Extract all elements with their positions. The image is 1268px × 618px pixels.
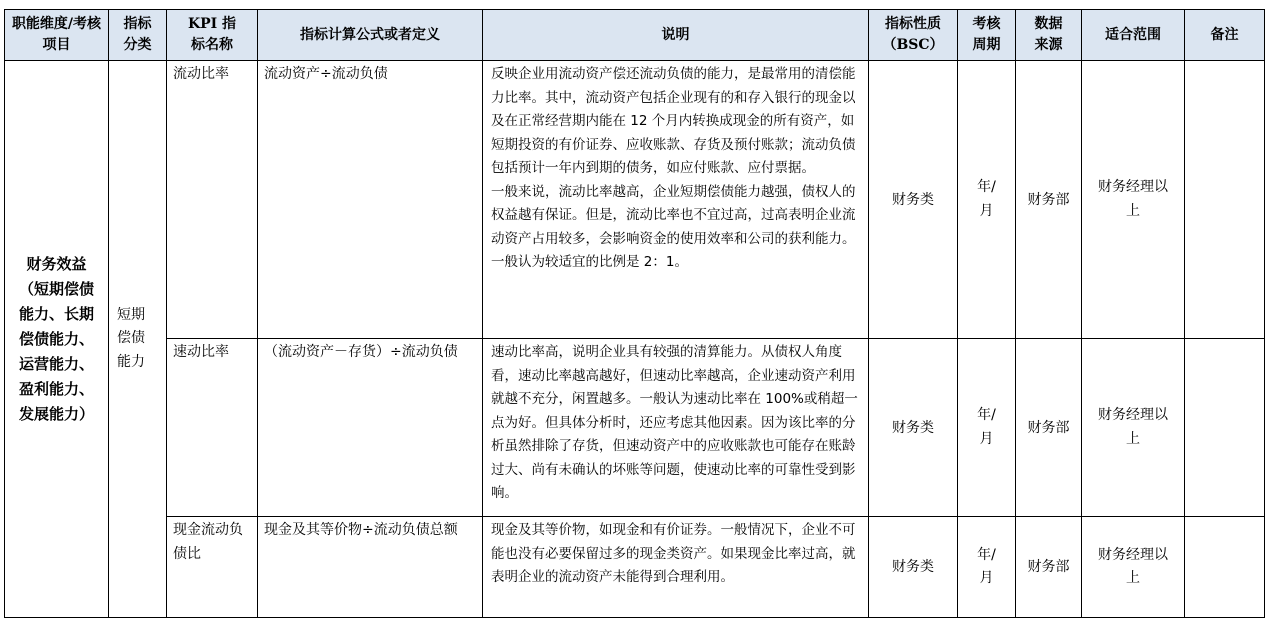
header-remark: 备注 [1185,10,1265,61]
header-scope: 适合范围 [1082,10,1185,61]
kpi-name-cell: 流动比率 [167,61,258,339]
table-row [5,517,1265,618]
scope-cell: 财务经理以上 [1082,61,1185,339]
bsc-cell: 财务类 [869,339,958,517]
header-period: 考核周期 [958,10,1016,61]
source-cell: 财务部 [1016,339,1082,517]
category-cell: 短期偿债能力 [109,61,167,618]
kpi-name-cell: 速动比率 [167,339,258,517]
formula-cell: （流动资产－存货）÷流动负债 [258,339,483,517]
source-cell: 财务部 [1016,61,1082,339]
table-row [5,339,1265,517]
header-formula: 指标计算公式或者定义 [258,10,483,61]
formula-cell: 现金及其等价物÷流动负债总额 [258,517,483,618]
dimension-cell: 财务效益（短期偿债能力、长期偿债能力、运营能力、盈利能力、发展能力） [5,61,109,618]
description-cell: 速动比率高，说明企业具有较强的清算能力。从债权人角度看，速动比率越高越好，但速动比率越高，企业速动资产利用就越不充分，闲置越多。一般认为速动比率在 100%或稍超一点为好。但具体分析时，还应考虑其他因素。因为该比率的分析虽然排除了存货，但速动资产中的应收账款也可能存在账龄过大、尚有未确认的坏账等问题，使速动比率的可靠性受到影响。 [483,339,869,517]
remark-cell [1185,61,1265,339]
formula-cell: 流动资产÷流动负债 [258,61,483,339]
remark-cell [1185,517,1265,618]
kpi-name-cell: 现金流动负债比 [167,517,258,618]
source-cell: 财务部 [1016,517,1082,618]
period-cell: 年/月 [958,61,1016,339]
period-cell: 年/月 [958,517,1016,618]
header-source: 数据来源 [1016,10,1082,61]
scope-cell: 财务经理以上 [1082,517,1185,618]
bsc-cell: 财务类 [869,517,958,618]
kpi-table [4,9,1265,618]
header-row [5,10,1265,61]
description-cell: 现金及其等价物，如现金和有价证券。一般情况下，企业不可能也没有必要保留过多的现金类资产。如果现金比率过高，就表明企业的流动资产未能得到合理利用。 [483,517,869,618]
header-description: 说明 [483,10,869,61]
header-dimension: 职能维度/考核项目 [5,10,109,61]
description-cell [483,61,869,339]
scope-cell: 财务经理以上 [1082,339,1185,517]
header-category: 指标分类 [109,10,167,61]
period-cell: 年/月 [958,339,1016,517]
table-row [5,61,1265,339]
remark-cell [1185,339,1265,517]
header-kpi-name: KPI 指标名称 [167,10,258,61]
description-text: 反映企业用流动资产偿还流动负债的能力，是最常用的清偿能力比率。其中，流动资产包括企业现有的和存入银行的现金以及在正常经营期内能在 12 个月内转换成现金的所有资产，如短期投资的有价证券、应收账款、存货及预付账款；流动负债包括预计一年内到期的债务，如应付账款、应付票据。 一般来说，流动比率越高，企业短期偿债能力越强，债权人的权益越有保证。但是，流动比率也不宜过高，过高表明企业流动资产占用较多，会影响资金的使用效率和公司的获利能力。一般认为较适宜的比例是 2：1。 [491,66,856,270]
header-bsc: 指标性质（BSC） [869,10,958,61]
bsc-cell: 财务类 [869,61,958,339]
